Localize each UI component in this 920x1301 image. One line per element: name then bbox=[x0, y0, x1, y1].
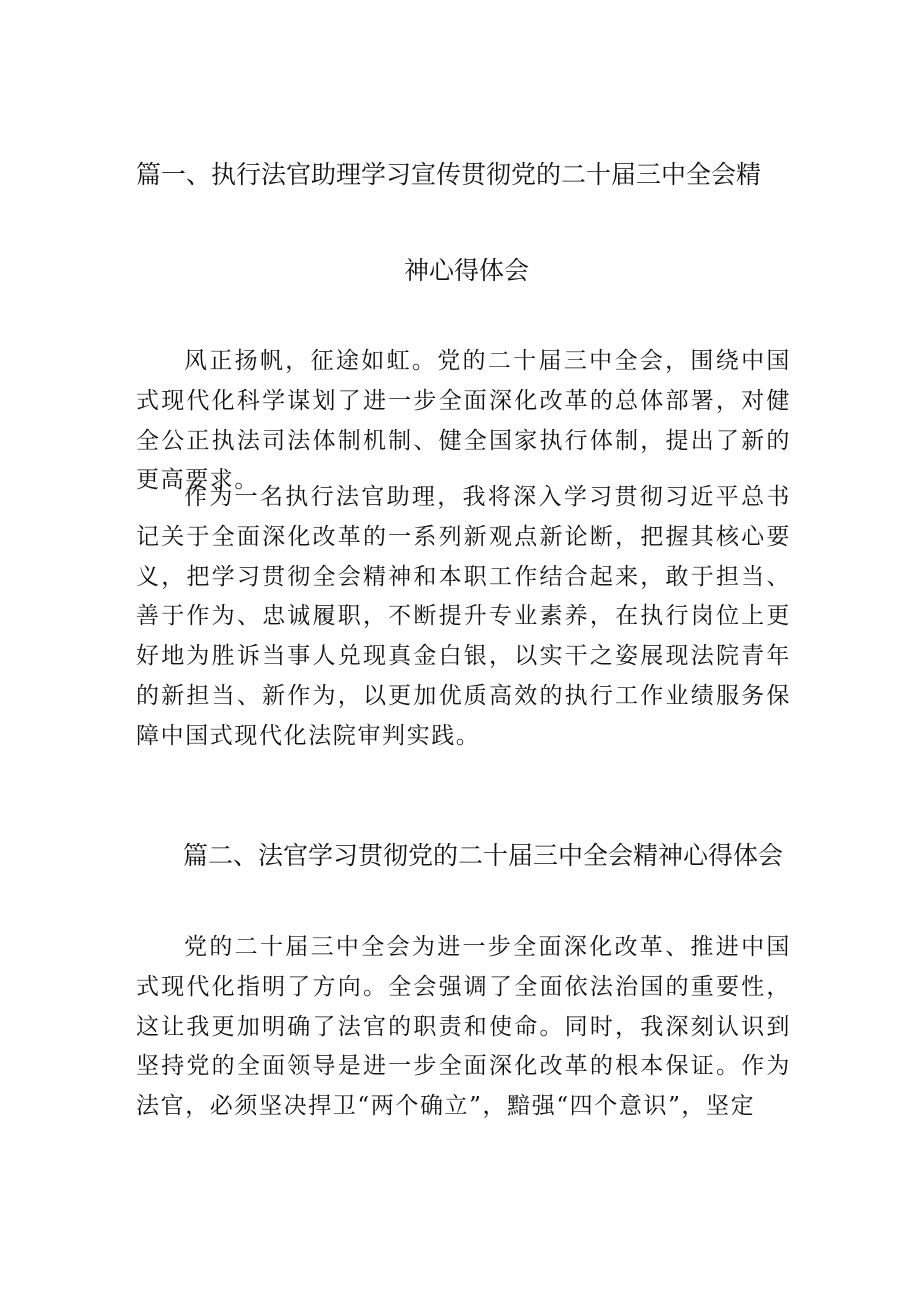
section1-title-line1: 篇一、执行法官助理学习宣传贯彻党的二十届三中全会精 bbox=[136, 160, 762, 189]
section2-paragraph-1: 党的二十届三中全会为进一步全面深化改革、推进中国式现代化指明了方向。全会强调了全面依法治国的重要性，这让我更加明确了法官的职责和使命。同时，我深刻认识到坚持党的全面领导是进一步全面深化改革的根本保证。作为法官，必须坚决捍卫“两个确立”，黯强“四个意识”，坚定 bbox=[136, 934, 791, 1120]
section1-paragraph-2: 作为一名执行法官助理，我将深入学习贯彻习近平总书记关于全面深化改革的一系列新观点新论断，把握其核心要义，把学习贯彻全会精神和本职工作结合起来，敢于担当、善于作为、忠诚履职，不断提升专业素养，在执行岗位上更好地为胜诉当事人兑现真金白银，以实干之姿展现法院青年的新担当、新作为，以更加优质高效的执行工作业绩服务保障中国式现代化法院审判实践。 bbox=[136, 484, 791, 749]
section2-title: 篇二、法官学习贯彻党的二十届三中全会精神心得体会 bbox=[183, 841, 784, 870]
section1-title-line2: 神心得体会 bbox=[404, 256, 530, 285]
section1-paragraph-1: 风正扬帆，征途如虹。党的二十届三中全会，围绕中国式现代化科学谋划了进一步全面深化改革的总体部署，对健全公正执法司法体制机制、健全国家执行体制，提出了新的更高要求。 bbox=[136, 348, 791, 494]
